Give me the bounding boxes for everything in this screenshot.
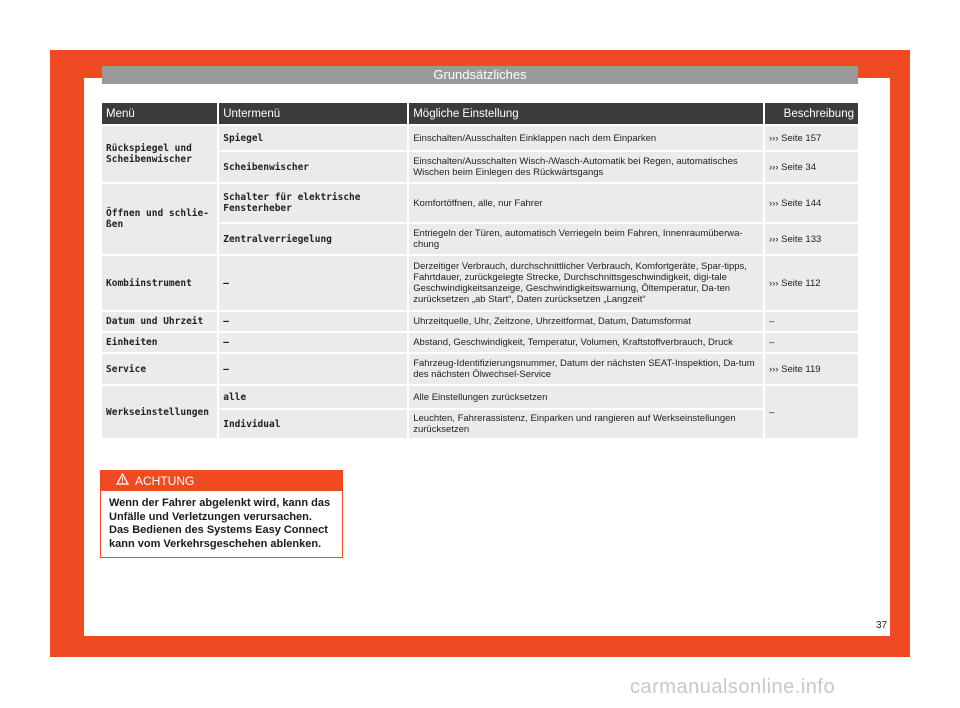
setting-cell: Komfortöffnen, alle, nur Fahrer [409, 184, 763, 222]
warning-title: ACHTUNG [135, 474, 195, 488]
page-reference[interactable]: ››› Seite 133 [765, 224, 858, 254]
header-menu: Menü [102, 103, 217, 124]
setting-cell: Uhrzeitquelle, Uhr, Zeitzone, Uhrzeitformat, Datum, Datumsformat [409, 312, 763, 331]
menu-cell: Rückspiegel und Scheibenwischer [102, 126, 217, 182]
setting-cell: Einschalten/Ausschalten Wisch-/Wasch-Automatik bei Regen, automatisches Wischen beim Einlegen des Rückwärtsgangs [409, 152, 763, 182]
submenu-cell: – [219, 333, 407, 352]
setting-cell: Alle Einstellungen zurücksetzen [409, 386, 763, 408]
menu-cell: Einheiten [102, 333, 217, 352]
page-reference[interactable]: ››› Seite 144 [765, 184, 858, 222]
warning-box [100, 470, 343, 558]
menu-cell: Service [102, 354, 217, 384]
warning-header [101, 471, 342, 491]
page-reference[interactable]: ››› Seite 34 [765, 152, 858, 182]
table-row [102, 184, 858, 222]
setting-cell: Abstand, Geschwindigkeit, Temperatur, Volumen, Kraftstoffverbrauch, Druck [409, 333, 763, 352]
menu-cell: Datum und Uhrzeit [102, 312, 217, 331]
header-description: Beschreibung [765, 103, 858, 124]
page-number: 37 [876, 620, 888, 631]
submenu-cell: Individual [219, 410, 407, 438]
page-reference[interactable]: ››› Seite 112 [765, 256, 858, 310]
submenu-cell: alle [219, 386, 407, 408]
setting-cell: Fahrzeug-Identifizierungsnummer, Datum der nächsten SEAT-Inspektion, Da-tum des nächsten Ölwechsel-Service [409, 354, 763, 384]
submenu-cell: Spiegel [219, 126, 407, 150]
table-row [102, 354, 858, 384]
page-reference: – [765, 333, 858, 352]
table-row [102, 256, 858, 310]
warning-triangle-icon [115, 471, 129, 491]
page-reference[interactable]: ››› Seite 157 [765, 126, 858, 150]
submenu-cell: – [219, 354, 407, 384]
settings-table [100, 101, 860, 440]
submenu-cell: Scheibenwischer [219, 152, 407, 182]
table-row [102, 312, 858, 331]
menu-cell: Werkseinstellungen [102, 386, 217, 438]
submenu-cell: – [219, 312, 407, 331]
menu-cell: Kombiinstrument [102, 256, 217, 310]
table-row [102, 126, 858, 150]
table-row [102, 333, 858, 352]
setting-cell: Leuchten, Fahrerassistenz, Einparken und rangieren auf Werkseinstellungen zurücksetzen [409, 410, 763, 438]
submenu-cell: Schalter für elektrische Fensterheber [219, 184, 407, 222]
header-submenu: Untermenü [219, 103, 407, 124]
setting-cell: Entriegeln der Türen, automatisch Verriegeln beim Fahren, Innenraumüberwa-chung [409, 224, 763, 254]
table-header-row [102, 103, 858, 124]
table-row [102, 386, 858, 408]
header-setting: Mögliche Einstellung [409, 103, 763, 124]
page-reference: – [765, 386, 858, 438]
setting-cell: Einschalten/Ausschalten Einklappen nach dem Einparken [409, 126, 763, 150]
page-reference[interactable]: ››› Seite 119 [765, 354, 858, 384]
setting-cell: Derzeitiger Verbrauch, durchschnittlicher Verbrauch, Komfortgeräte, Spar-tipps, Fahrtdauer, zurückgelegte Strecke, Durchschnittsgeschwindigkeit, digi-tale Geschwindigkeitsanzeige, Geschwindigkeitswarnung, Öltemperatur, Da-ten zurücksetzen „ab Start“, Daten zurücksetzen „Langzeit“ [409, 256, 763, 310]
watermark: carmanualsonline.info [630, 676, 836, 698]
warning-text: Wenn der Fahrer abgelenkt wird, kann das Unfälle und Verletzungen verursachen. Das Bedienen des Systems Easy Connect kann vom Verkehrsgeschehen ablenken. [109, 497, 331, 550]
submenu-cell: Zentralverriegelung [219, 224, 407, 254]
section-title: Grundsätzliches [102, 66, 858, 84]
page-reference: – [765, 312, 858, 331]
submenu-cell: – [219, 256, 407, 310]
menu-cell: Öffnen und schlie-ßen [102, 184, 217, 254]
